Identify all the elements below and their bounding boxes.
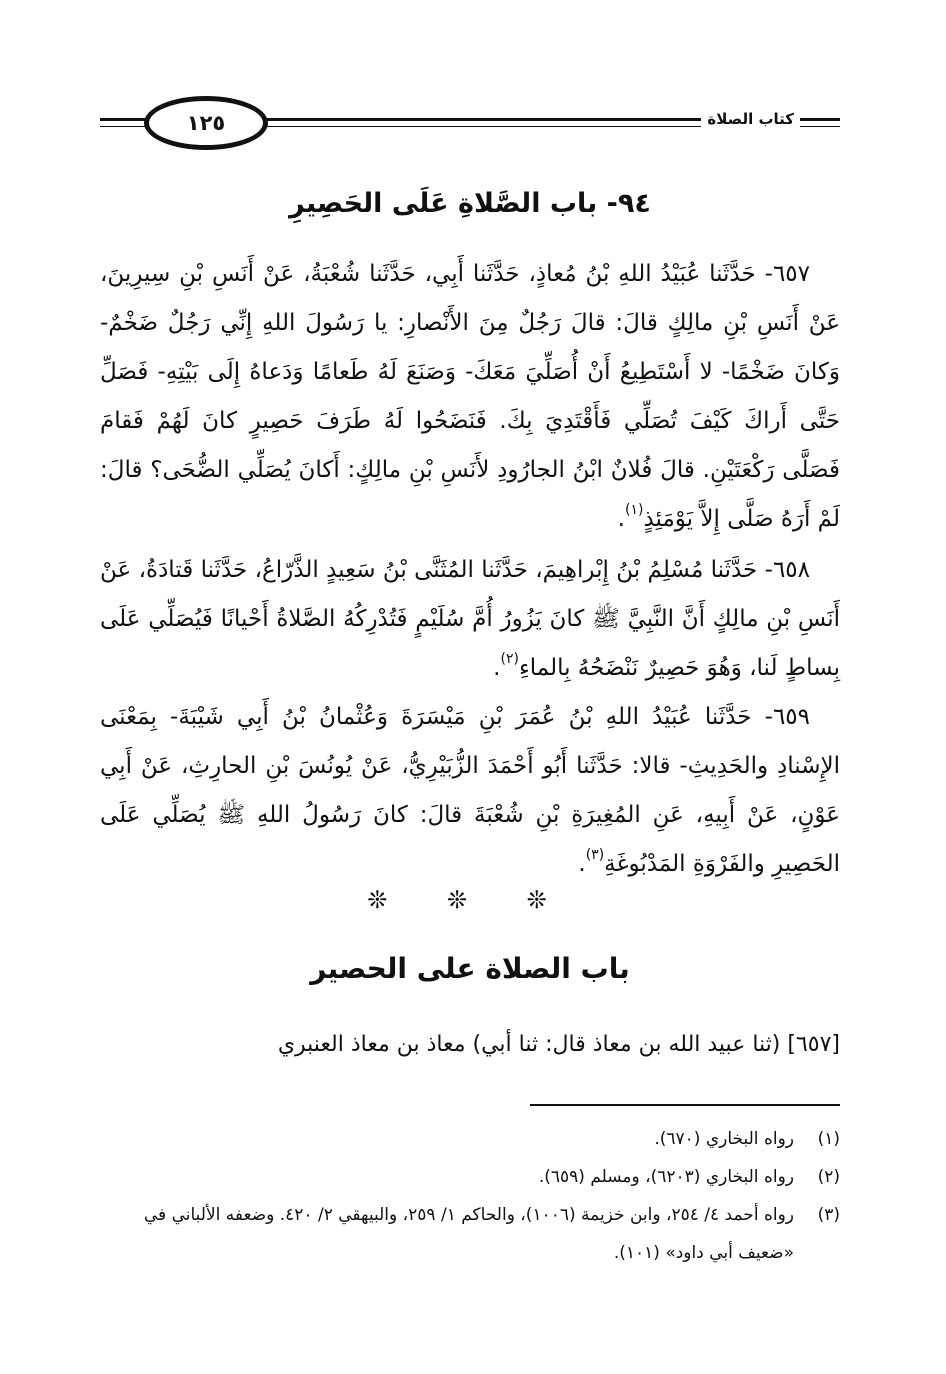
- hadith-end-mark: .: [493, 655, 501, 681]
- commentary-title: باب الصلاة على الحصير: [310, 952, 630, 985]
- chapter-title: ٩٤- باب الصَّلاةِ عَلَى الحَصِيرِ: [289, 188, 651, 219]
- footnote-marker[interactable]: (١): [624, 502, 644, 518]
- footnote-number: (١): [817, 1129, 840, 1149]
- hadith-659: [100, 693, 840, 889]
- running-head: كتاب الصلاة: [701, 110, 800, 128]
- hadith-658: [100, 546, 840, 693]
- hadith-end-mark: .: [578, 851, 586, 877]
- footnote-item: [100, 1120, 840, 1158]
- footnote-item: [100, 1158, 840, 1196]
- hadith-text: ٦٥٩- حَدَّثَنا عُبَيْدُ اللهِ بْنُ عُمَرَ بْنِ مَيْسَرَةَ وَعُثْمانُ بْنُ أَبِي شَيْبَةَ- بِمَعْنَى الإِسْنادِ والحَدِيثِ- قالا: حَدَّثَنا أَبُو أَحْمَدَ الزُّبَيْرِيُّ، عَنْ يُونُسَ بْنِ الحارِثِ، عَنْ أَبِي عَوْنٍ، عَنْ أَبِيهِ، عَنِ المُغِيرَةِ بْنِ شُعْبَةَ قالَ: كانَ رَسُولُ اللهِ ﷺ يُصَلِّي عَلَى الحَصِيرِ والفَرْوَةِ المَدْبُوغَةِ: [100, 704, 840, 877]
- commentary-text: [٦٥٧] (ثنا عبيد الله بن معاذ قال: ثنا أبي) معاذ بن معاذ العنبري: [277, 1032, 840, 1057]
- hadith-text: ٦٥٨- حَدَّثَنا مُسْلِمُ بْنُ إِبْراهِيمَ، حَدَّثَنا المُثَنَّى بْنُ سَعِيدٍ الذَّرّاعُ، حَدَّثَنا قَتادَةُ، عَنْ أَنَسِ بْنِ مالِكٍ أَنَّ النَّبِيَّ ﷺ كانَ يَزُورُ أُمَّ سُلَيْمٍ فَتُدْرِكُهُ الصَّلاةُ أَحْيانًا فَيُصَلِّي عَلَى بِساطٍ لَنا، وَهُوَ حَصِيرٌ نَنْضَحُهُ بِالماءِ: [100, 557, 840, 681]
- footnote-item: [100, 1196, 840, 1272]
- footnote-number: (٢): [817, 1167, 840, 1187]
- hadith-657: [100, 250, 840, 544]
- section-divider-stars: ❊ ❊ ❊: [367, 886, 573, 914]
- footnote-rule: [530, 1104, 840, 1106]
- footnote-number: (٣): [817, 1205, 840, 1225]
- page-header: [100, 96, 840, 158]
- hadith-end-mark: .: [617, 506, 625, 532]
- page-number: ١٢٥: [144, 96, 268, 150]
- footnote-marker[interactable]: (٣): [585, 847, 605, 863]
- footnote-marker[interactable]: (٢): [500, 651, 519, 667]
- footnotes: [100, 1120, 840, 1272]
- hadith-text: ٦٥٧- حَدَّثَنا عُبَيْدُ اللهِ بْنُ مُعاذٍ، حَدَّثَنا أَبِي، حَدَّثَنا شُعْبَةُ، عَنْ أَنَسِ بْنِ سِيرِينَ، عَنْ أَنَسِ بْنِ مالِكٍ قالَ: قالَ رَجُلٌ مِنَ الأَنْصارِ: يا رَسُولَ اللهِ إِنِّي رَجُلٌ ضَخْمٌ- وَكانَ ضَخْمًا- لا أَسْتَطِيعُ أَنْ أُصَلِّيَ مَعَكَ- وَصَنَعَ لَهُ طَعامًا وَدَعاهُ إِلَى بَيْتِهِ- فَصَلِّ حَتَّى أَراكَ كَيْفَ تُصَلِّي فَأَقْتَدِيَ بِكَ. فَنَضَحُوا لَهُ طَرَفَ حَصِيرٍ كانَ لَهُمْ فَقامَ فَصَلَّى رَكْعَتَيْنِ. قالَ فُلانٌ ابْنُ الجارُودِ لأَنَسِ بْنِ مالِكٍ: أَكانَ يُصَلِّي الضُّحَى؟ قالَ: لَمْ أَرَهُ صَلَّى إِلاَّ يَوْمَئِذٍ: [100, 261, 840, 532]
- footnote-text: رواه البخاري (٦٧٠).: [654, 1129, 794, 1149]
- footnote-text: رواه البخاري (٦٢٠٣)، ومسلم (٦٥٩).: [538, 1167, 794, 1187]
- footnote-text: رواه أحمد ٤/ ٢٥٤، وابن خزيمة (١٠٠٦)، والحاكم ١/ ٢٥٩، والبيهقي ٢/ ٤٢٠. وضعفه الألباني في «ضعيف أبي داود» (١٠١).: [143, 1205, 794, 1263]
